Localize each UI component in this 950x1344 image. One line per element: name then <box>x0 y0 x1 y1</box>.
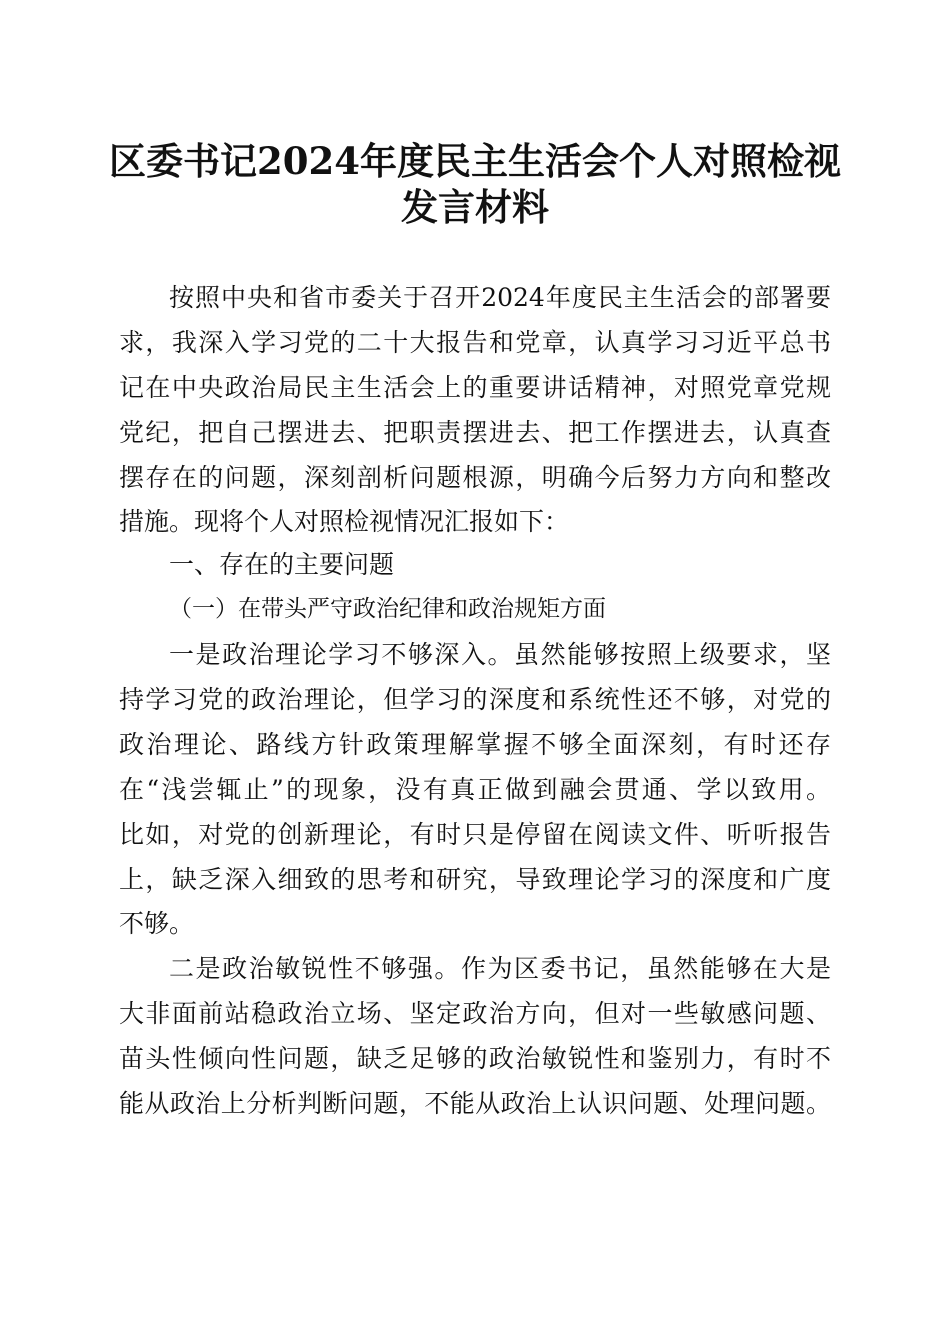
intro-line: 按照中央和省市委关于召开2024年度民主生活会的部署要 <box>169 283 831 312</box>
section-heading: 一、存在的主要问题 <box>169 550 395 579</box>
paragraph-line: 在“浅尝辄止”的现象，没有真正做到融会贯通、学以致用。 <box>119 775 831 804</box>
intro-line: 求，我深入学习党的二十大报告和党章，认真学习习近平总书 <box>119 328 831 357</box>
paragraph-line: 二是政治敏锐性不够强。作为区委书记，虽然能够在大是 <box>169 954 831 983</box>
paragraph-line: 一是政治理论学习不够深入。虽然能够按照上级要求，坚 <box>169 640 831 669</box>
intro-line: 记在中央政治局民主生活会上的重要讲话精神，对照党章党规 <box>119 373 831 402</box>
paragraph-line: 能从政治上分析判断问题，不能从政治上认识问题、处理问题。 <box>119 1089 831 1118</box>
paragraph-line: 政治理论、路线方针政策理解掌握不够全面深刻，有时还存 <box>119 730 831 759</box>
document-title-line-1: 区委书记2024年度民主生活会个人对照检视 <box>109 139 841 183</box>
paragraph-line: 不够。 <box>119 909 195 938</box>
subsection-heading: （一）在带头严守政治纪律和政治规矩方面 <box>169 596 606 622</box>
intro-line: 摆存在的问题，深刻剖析问题根源，明确今后努力方向和整改 <box>119 463 831 492</box>
document-title-line-2: 发言材料 <box>401 185 549 229</box>
paragraph-line: 苗头性倾向性问题，缺乏足够的政治敏锐性和鉴别力，有时不 <box>119 1044 831 1073</box>
paragraph-line: 大非面前站稳政治立场、坚定政治方向，但对一些敏感问题、 <box>119 999 831 1028</box>
paragraph-line: 比如，对党的创新理论，有时只是停留在阅读文件、听听报告 <box>119 820 831 849</box>
intro-line: 党纪，把自己摆进去、把职责摆进去、把工作摆进去，认真查 <box>119 418 831 447</box>
paragraph-line: 持学习党的政治理论，但学习的深度和系统性还不够，对党的 <box>119 685 831 714</box>
intro-line: 措施。现将个人对照检视情况汇报如下： <box>119 507 570 536</box>
paragraph-line: 上，缺乏深入细致的思考和研究，导致理论学习的深度和广度 <box>119 865 831 894</box>
